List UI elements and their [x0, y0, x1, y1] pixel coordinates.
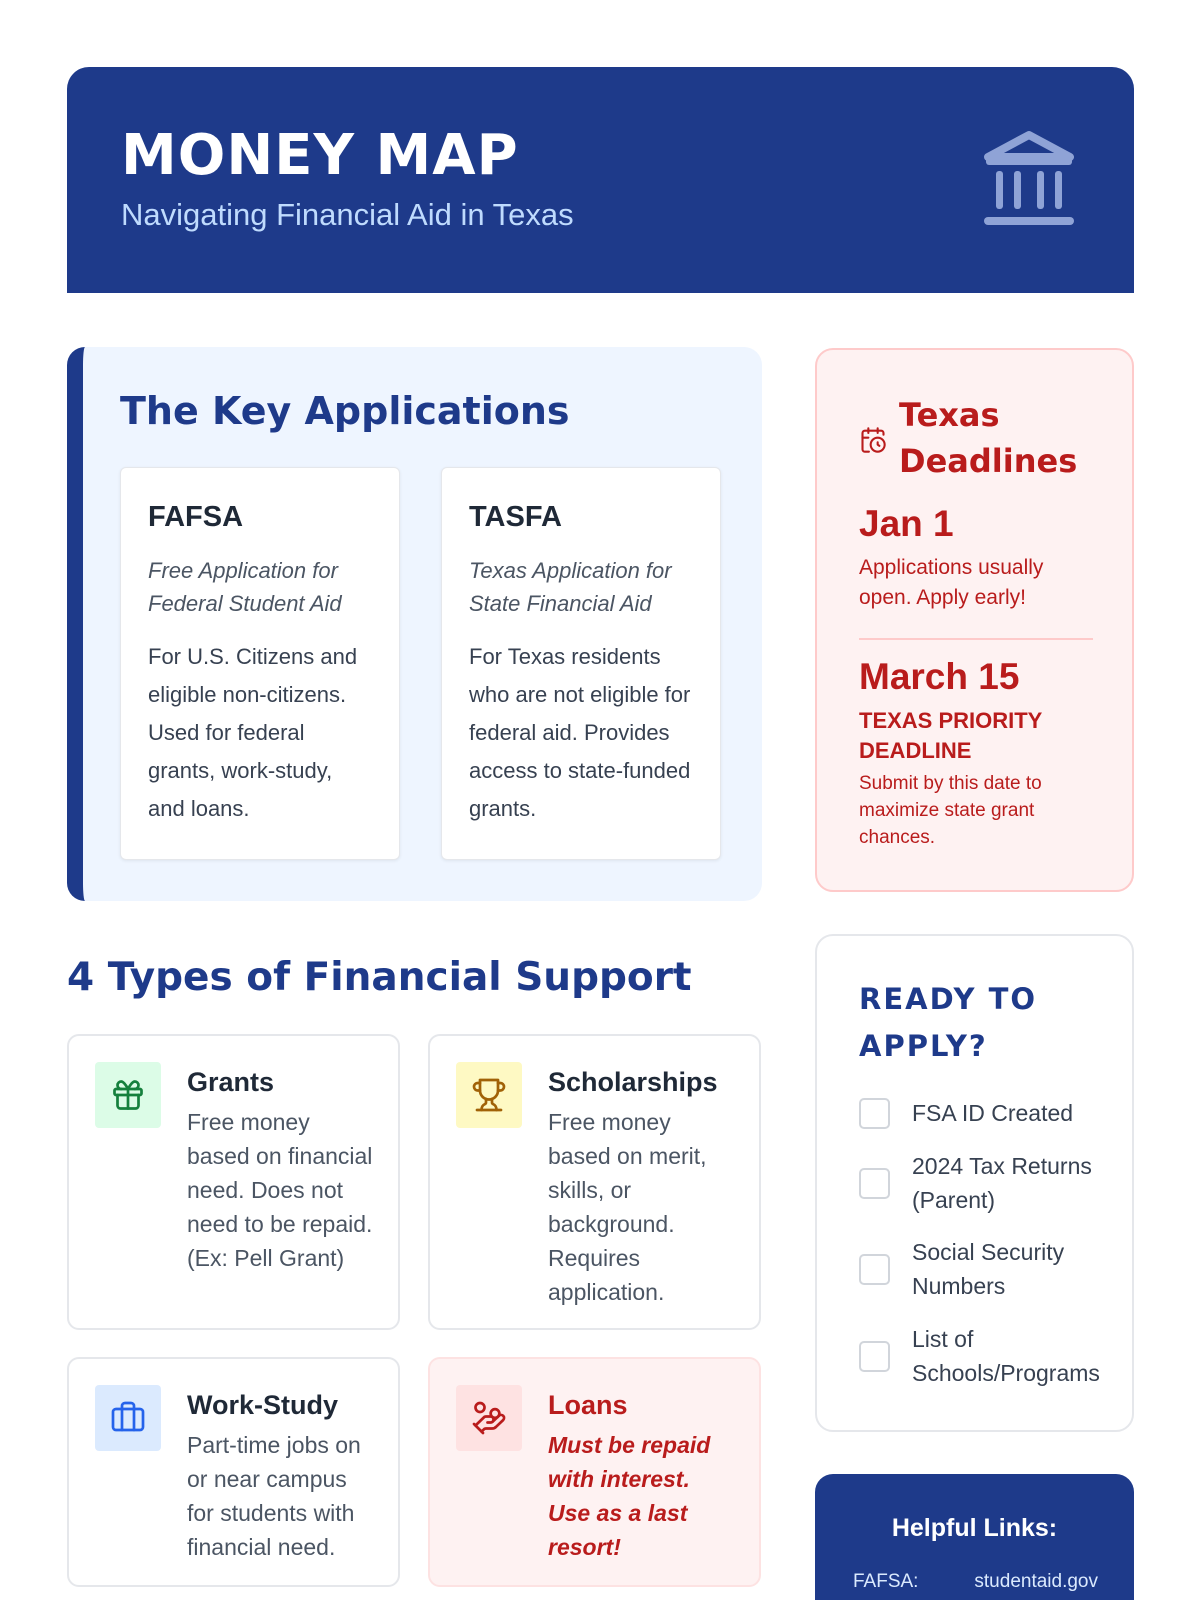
ready-to-apply-checklist [815, 934, 1134, 1432]
tasfa-card [441, 467, 721, 860]
support-type-description: Part-time jobs on or near campus for students with financial need. [187, 1432, 361, 1560]
deadline-divider [859, 638, 1093, 640]
support-type-name: Work-Study [187, 1390, 339, 1420]
texas-deadlines-panel [815, 348, 1134, 892]
checklist-item-label: 2024 Tax Returns (Parent) [912, 1153, 1092, 1213]
support-types-title: 4 Types of Financial Support [67, 955, 692, 1000]
checklist-title: READY TO APPLY? [859, 982, 1038, 1063]
checklist-item-label: Social Security Numbers [912, 1239, 1065, 1299]
checkbox[interactable] [859, 1341, 890, 1372]
helpful-links-panel [815, 1474, 1134, 1600]
application-full-name: Free Application for Federal Student Aid [148, 558, 342, 616]
link-url[interactable]: studentaid.gov [974, 1571, 1098, 1592]
link-label: FAFSA: [853, 1571, 919, 1592]
priority-deadline-label: TEXAS PRIORITY DEADLINE [859, 708, 1042, 763]
trophy-icon [456, 1062, 522, 1128]
checkbox[interactable] [859, 1254, 890, 1285]
support-type-name: Grants [187, 1067, 275, 1097]
calendar-clock-icon [859, 426, 887, 454]
hand-coins-icon [456, 1385, 522, 1451]
fafsa-card [120, 467, 400, 860]
checklist-item [859, 1322, 1112, 1390]
deadline-note: Submit by this date to maximize state grant chances. [859, 773, 1042, 848]
checklist-item [859, 1235, 1112, 1303]
scholarships-card [428, 1034, 761, 1330]
page-title: MONEY MAP [121, 123, 519, 188]
header-banner [67, 67, 1134, 293]
page-subtitle: Navigating Financial Aid in Texas [121, 197, 574, 232]
helpful-links-title: Helpful Links: [891, 1514, 1058, 1542]
application-description: For U.S. Citizens and eligible non-citizens. Used for federal grants, work-study, and loans. [148, 644, 358, 821]
checklist-item-label: List of Schools/Programs [912, 1326, 1100, 1386]
checklist-item [859, 1096, 1112, 1130]
deadline-date: Jan 1 [859, 503, 954, 544]
application-name: TASFA [469, 501, 562, 533]
checkbox[interactable] [859, 1098, 890, 1129]
deadline-date: March 15 [859, 656, 1020, 697]
application-description: For Texas residents who are not eligible for federal aid. Provides access to state-funded grants. [469, 644, 691, 821]
checklist-item-label: FSA ID Created [912, 1100, 1074, 1126]
deadline-note: Applications usually open. Apply early! [859, 556, 1044, 609]
gift-icon [95, 1062, 161, 1128]
helpful-link-row [853, 1571, 1098, 1593]
checkbox[interactable] [859, 1168, 890, 1199]
work-study-card [67, 1357, 400, 1587]
support-type-description: Must be repaid with interest. Use as a last resort! [548, 1432, 711, 1560]
deadlines-title: Texas Deadlines [899, 396, 1078, 480]
support-type-name: Scholarships [548, 1067, 718, 1097]
support-type-name: Loans [548, 1390, 628, 1420]
checklist-item [859, 1149, 1112, 1217]
support-type-description: Free money based on financial need. Does not need to be repaid. (Ex: Pell Grant) [187, 1109, 373, 1271]
briefcase-icon [95, 1385, 161, 1451]
grants-card [67, 1034, 400, 1330]
loans-card [428, 1357, 761, 1587]
bank-icon [982, 127, 1076, 231]
support-type-description: Free money based on merit, skills, or background. Requires application. [548, 1109, 707, 1305]
key-applications-section [67, 347, 762, 901]
application-name: FAFSA [148, 501, 244, 533]
application-full-name: Texas Application for State Financial Aid [469, 558, 672, 616]
key-applications-title: The Key Applications [120, 389, 570, 433]
